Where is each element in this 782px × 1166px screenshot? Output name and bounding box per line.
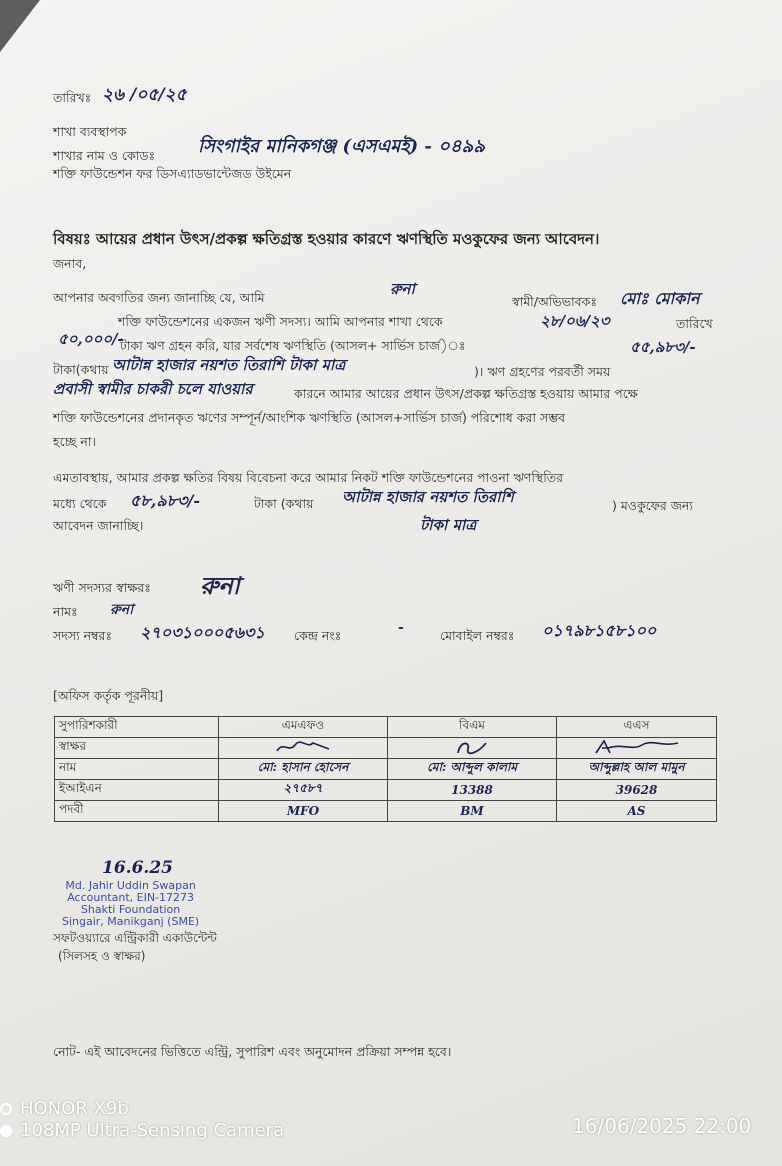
branch-org: শক্তি ফাউন্ডেশন ফর ডিসএ্যাডভান্টেজড উইমেন (53, 166, 292, 181)
accountant-label: সফটওয়্যারে এন্ট্রিকারী একাউন্টেন্ট (53, 931, 217, 945)
para2-text-2: মধ্যে থেকে (53, 496, 107, 511)
member-number: ২৭০৩১০০০৫৬৩১ (140, 623, 265, 642)
center-number: - (398, 620, 404, 636)
para2-words-2: টাকা মাত্র (420, 516, 477, 534)
para1-text-6: টাকা(কথায় (53, 362, 109, 377)
column-header: সুপারিশকারী (55, 717, 219, 738)
ring-icon (0, 1103, 12, 1115)
para1-balance: ৫৫,৯৮৩/- (630, 338, 696, 356)
column-header: এমএফও (219, 717, 388, 738)
borrower-signature-label: ঋণী সদস্যর স্বাক্ষরঃ (53, 580, 151, 595)
para2-text-4: ) মওকুফের জন্য (612, 498, 694, 513)
shadow-corner (0, 0, 40, 52)
para2-words: আটান্ন হাজার নয়শত তিরাশি (342, 488, 514, 506)
table-cell: BM (388, 801, 557, 822)
mobile-number: ০১৭৯৮১৫৮১০০ (542, 621, 657, 640)
stamp-date: 16.6.25 (102, 858, 173, 878)
para1-text-7: )। ঋণ গ্রহণের পরবর্তী সময় (474, 364, 611, 379)
para1-loan-date: ২৮/০৬/২৩ (540, 312, 610, 330)
table-cell: AS (557, 801, 717, 822)
seal-line: Shakti Foundation (80, 903, 181, 916)
office-table (54, 716, 717, 822)
para2-amount: ৫৮,৯৮৩/- (130, 491, 200, 510)
table-cell: মো: আব্দুল কালাম (388, 759, 557, 780)
para1-text-4: তারিখে (676, 316, 713, 331)
camera-timestamp: 16/06/2025 22:00 (572, 1114, 752, 1138)
column-header: এএস (557, 717, 717, 738)
center-number-label: কেন্দ্র নংঃ (294, 628, 342, 643)
mobile-number-label: মোবাইল নম্বরঃ (440, 628, 515, 643)
dot-icon (0, 1125, 12, 1137)
row-label: নাম (55, 759, 219, 780)
table-cell: মো: হাসান হোসেন (219, 759, 388, 780)
camera-model-row (0, 1098, 284, 1120)
para1-reason: প্রবাসী স্বামীর চাকরী চলে যাওয়ার (53, 380, 253, 398)
table-row (55, 717, 717, 738)
row-label: পদবী (55, 801, 219, 822)
signature-as (592, 739, 682, 755)
para1-loan-amount: ৫০,০০০/- (58, 330, 124, 348)
para1-text-1: আপনার অবগতির জন্য জানাচ্ছি যে, আমি (53, 290, 265, 305)
signature-cell (557, 738, 717, 759)
table-row (55, 738, 717, 759)
table-cell: ২৭৫৮৭ (219, 780, 388, 801)
table-cell: 13388 (388, 780, 557, 801)
row-label: ইআইএন (55, 780, 219, 801)
para2-text-1: এমতাবস্থায়, আমার প্রকল্প ক্ষতির বিষয় বিবেচনা করে আমার নিকট শক্তি ফাউন্ডেশনের পাওনা ঋণস্থিতির (53, 470, 564, 485)
table-cell: 39628 (557, 780, 717, 801)
branch-manager: শাখা ব্যবস্থাপক (53, 124, 127, 139)
accountant-seal (62, 880, 199, 928)
row-label: স্বাক্ষর (55, 738, 219, 759)
borrower-name-label: নামঃ (53, 604, 78, 619)
para1-text-3: শক্তি ফাউন্ডেশনের একজন ঋণী সদস্য। আমি আপনার শাখা থেকে (118, 314, 443, 329)
borrower-name: রুনা (110, 602, 134, 618)
seal-line: Md. Jahir Uddin Swapan (65, 879, 196, 892)
table-row (55, 801, 717, 822)
signature-cell (388, 738, 557, 759)
office-heading: [অফিস কর্তৃক পূরনীয়] (53, 688, 164, 703)
para1-text-9: শক্তি ফাউন্ডেশনের প্রদানকৃত ঋণের সম্পূর্ন/আংশিক ঋণস্থিতি (আসল+সার্ভিস চার্জ) পরিশোধ করা সম্ভব (53, 410, 566, 425)
branch-name-label: শাখার নাম ও কোডঃ (53, 148, 156, 163)
accountant-sub: (সিলসহ ও স্বাক্ষর) (58, 949, 146, 963)
para1-borrower-name: রুনা (390, 280, 415, 298)
seal-line: Accountant, EIN-17273 (67, 891, 195, 904)
date-value: ২৬ /০৫/২৫ (102, 85, 187, 105)
borrower-signature: রুনা (200, 571, 240, 600)
camera-model: HONOR X9b (20, 1098, 129, 1119)
signature-cell (219, 738, 388, 759)
signature-bm (452, 739, 492, 755)
camera-spec-row (0, 1120, 284, 1142)
para2-text-5: আবেদন জানাচ্ছি। (53, 518, 144, 533)
date-label: তারিখঃ (53, 90, 92, 105)
member-number-label: সদস্য নম্বরঃ (53, 628, 113, 643)
camera-watermark (0, 1098, 284, 1142)
para1-text-5: টাকা ঋণ গ্রহন করি, যার সর্বশেষ ঋণস্থিতি (আসল+ সার্ভিস চার্জ)ঃ (120, 338, 466, 353)
para1-text-10: হচ্ছে না। (53, 434, 96, 449)
table-row (55, 759, 717, 780)
table-row (55, 780, 717, 801)
para1-balance-words: আটান্ন হাজার নয়শত তিরাশি টাকা মাত্র (112, 356, 346, 374)
branch-name-value: সিংগাইর মানিকগঞ্জ (এসএমই) - ০৪৯৯ (198, 136, 485, 157)
salutation: জনাব, (53, 256, 87, 271)
column-header: বিএম (388, 717, 557, 738)
table-cell: আব্দুল্লাহ আল মামুন (557, 759, 717, 780)
table-cell: MFO (219, 801, 388, 822)
para2-text-3: টাকা (কথায় (254, 496, 314, 511)
camera-spec: 108MP Ultra-Sensing Camera (20, 1120, 285, 1141)
signature-mfo (273, 739, 333, 755)
para1-text-8: কারনে আমার আয়ের প্রধান উৎস/প্রকল্প ক্ষতিগ্রস্ত হওয়ায় আমার পক্ষে (294, 386, 638, 401)
subject: বিষয়ঃ আয়ের প্রধান উৎস/প্রকল্প ক্ষতিগ্রস্ত হওয়ার কারণে ঋণস্থিতি মওকুফের জন্য আবেদন। (53, 230, 600, 248)
para1-guardian: মোঃ মোকান (620, 289, 700, 308)
seal-line: Singair, Manikganj (SME) (62, 915, 200, 928)
note: নোট- এই আবেদনের ভিত্তিতে এন্ট্রি, সুপারিশ এবং অনুমোদন প্রক্রিয়া সম্পন্ন হবে। (53, 1044, 452, 1059)
para1-text-2: স্বামী/অভিভাবকঃ (512, 294, 597, 309)
